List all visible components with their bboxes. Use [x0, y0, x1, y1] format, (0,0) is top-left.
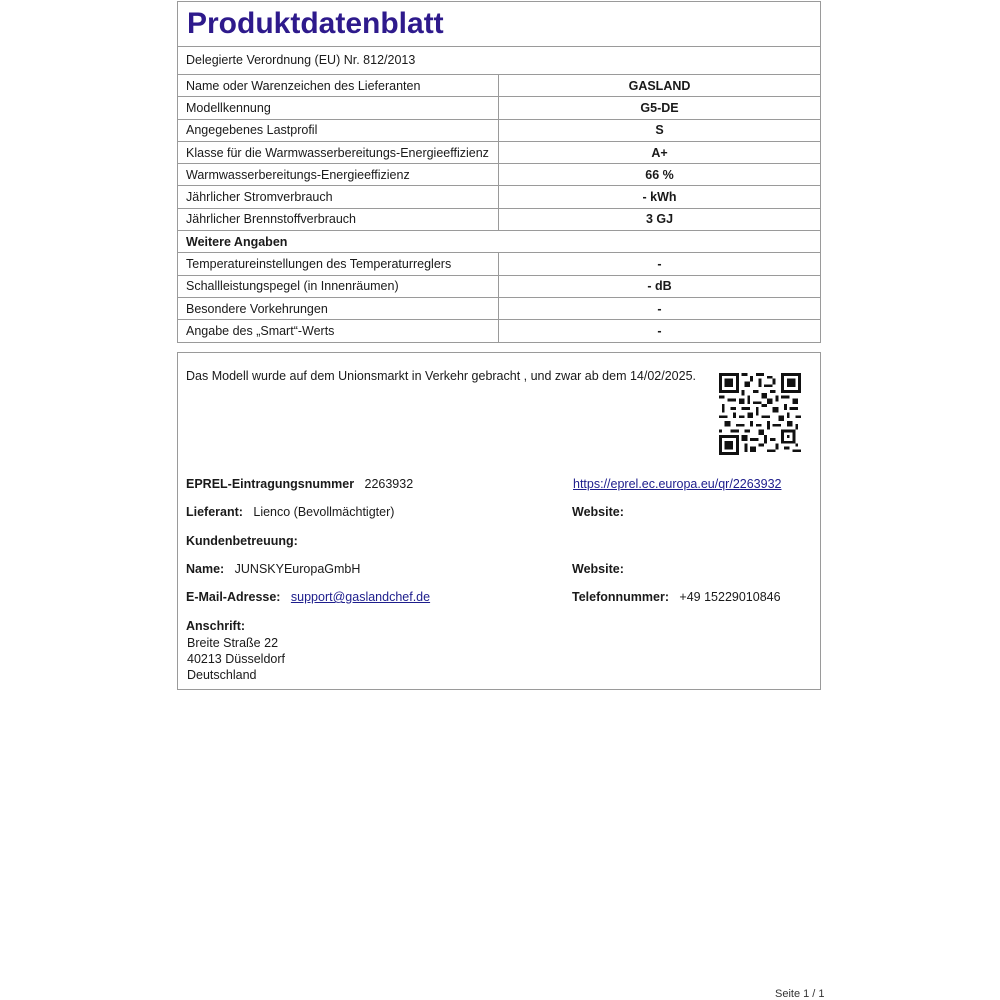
- email: [186, 590, 430, 604]
- table-row: [178, 253, 820, 275]
- row-label: Modellkennung: [178, 97, 499, 119]
- phone: [572, 590, 781, 604]
- row-value: A+: [499, 141, 821, 163]
- table-row: [178, 320, 820, 342]
- row-label: Name oder Warenzeichen des Lieferanten: [178, 75, 499, 97]
- section-label: Weitere Angaben: [178, 231, 499, 253]
- address-label: Anschrift:: [186, 619, 246, 633]
- row-value: -: [499, 253, 821, 275]
- supplier-label: Lieferant:: [186, 505, 243, 519]
- eprel-link[interactable]: https://eprel.ec.europa.eu/qr/2263932: [573, 477, 782, 491]
- row-value: G5-DE: [499, 97, 821, 119]
- table-row: [178, 275, 820, 297]
- phone-label: Telefonnummer:: [572, 590, 669, 604]
- qr-code-icon[interactable]: [719, 373, 801, 455]
- address-line-2: 40213 Düsseldorf: [187, 652, 285, 666]
- table-row: [178, 141, 820, 163]
- table-row: [178, 297, 820, 319]
- email-link[interactable]: support@gaslandchef.de: [290, 590, 431, 604]
- supplier-info-box: [177, 352, 821, 690]
- eprel-label: EPREL-Eintragungsnummer: [186, 477, 355, 491]
- row-value: - kWh: [499, 186, 821, 208]
- section-row: [178, 231, 820, 253]
- market-text: Das Modell wurde auf dem Unionsmarkt in Verkehr gebracht , und zwar ab dem 14/02/2025.: [186, 369, 696, 383]
- supplier-value: Lienco (Bevollmächtigter): [253, 505, 395, 519]
- address-line-3: Deutschland: [187, 668, 257, 682]
- customer-name: [186, 562, 360, 576]
- regulation-reference: Delegierte Verordnung (EU) Nr. 812/2013: [178, 46, 820, 74]
- row-value: - dB: [499, 275, 821, 297]
- eprel-value: 2263932: [364, 477, 414, 491]
- page-number: Seite 1 / 1: [775, 988, 825, 1000]
- table-row: [178, 97, 820, 119]
- row-value: S: [499, 119, 821, 141]
- address-line-1: Breite Straße 22: [187, 636, 279, 650]
- row-label: Angegebenes Lastprofil: [178, 119, 499, 141]
- email-label: E-Mail-Adresse:: [186, 590, 281, 604]
- customer-service-heading: Kundenbetreuung:: [186, 534, 298, 548]
- supplier: [186, 505, 394, 519]
- eprel-number: [186, 477, 413, 491]
- spec-table: [178, 74, 820, 342]
- phone-value: +49 15229010846: [679, 590, 781, 604]
- table-row: [178, 119, 820, 141]
- table-row: [178, 208, 820, 230]
- row-label: Temperatureinstellungen des Temperaturreglers: [178, 253, 499, 275]
- row-label: Schallleistungspegel (in Innenräumen): [178, 275, 499, 297]
- row-label: Jährlicher Brennstoffverbrauch: [178, 208, 499, 230]
- supplier-website-label: Website:: [572, 505, 624, 519]
- table-row: [178, 75, 820, 97]
- row-value: 66 %: [499, 164, 821, 186]
- table-row: [178, 186, 820, 208]
- row-label: Besondere Vorkehrungen: [178, 297, 499, 319]
- row-value: 3 GJ: [499, 208, 821, 230]
- row-value: GASLAND: [499, 75, 821, 97]
- row-label: Angabe des „Smart“-Werts: [178, 320, 499, 342]
- row-label: Klasse für die Warmwasserbereitungs-Energieeffizienz: [178, 141, 499, 163]
- table-row: [178, 164, 820, 186]
- customer-website-label: Website:: [572, 562, 624, 576]
- row-label: Warmwasserbereitungs-Energieeffizienz: [178, 164, 499, 186]
- row-value: -: [499, 320, 821, 342]
- row-label: Jährlicher Stromverbrauch: [178, 186, 499, 208]
- page-title: Produktdatenblatt: [187, 7, 444, 40]
- name-label: Name:: [186, 562, 225, 576]
- row-value: -: [499, 297, 821, 319]
- product-data-sheet: [177, 1, 821, 343]
- name-value: JUNSKYEuropaGmbH: [234, 562, 361, 576]
